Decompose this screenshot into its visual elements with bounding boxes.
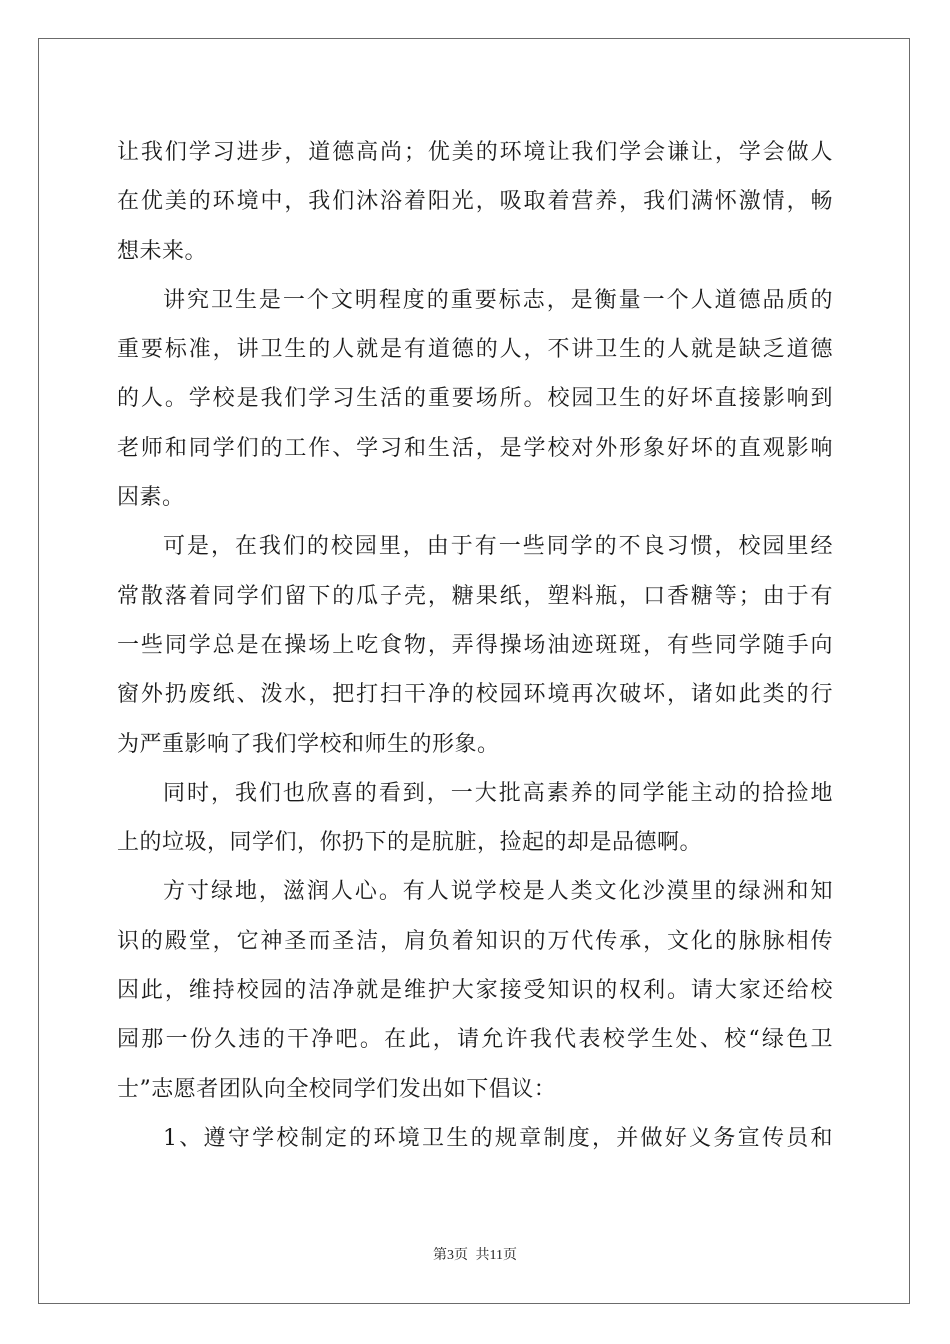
text-line: 可是，在我们的校园里，由于有一些同学的不良习惯，校园里经 <box>163 534 833 560</box>
text-line: 为严重影响了我们学校和师生的形象。 <box>117 731 500 757</box>
text-line: 一些同学总是在操场上吃食物，弄得操场油迹斑斑，有些同学随手向 <box>117 632 833 658</box>
document-body <box>117 128 833 1163</box>
text-line: 识的殿堂，它神圣而圣洁，肩负着知识的万代传承，文化的脉脉相传 <box>117 928 833 954</box>
text-line: 想未来。 <box>117 238 208 264</box>
page-total: 共11页 <box>475 1248 517 1263</box>
text-line: 1、遵守学校制定的环境卫生的规章制度，并做好义务宣传员和 <box>163 1125 833 1151</box>
page-number: 第3页 <box>433 1248 468 1263</box>
text-line: 因素。 <box>117 485 185 511</box>
text-line: 士”志愿者团队向全校同学们发出如下倡议： <box>117 1076 557 1102</box>
text-line: 方寸绿地，滋润人心。有人说学校是人类文化沙漠里的绿洲和知 <box>163 879 833 905</box>
text-line: 老师和同学们的工作、学习和生活，是学校对外形象好坏的直观影响 <box>117 435 833 461</box>
page-footer <box>0 1244 950 1264</box>
text-line: 在优美的环境中，我们沐浴着阳光，吸取着营养，我们满怀激情，畅 <box>117 189 833 215</box>
text-line: 让我们学习进步，道德高尚；优美的环境让我们学会谦让，学会做人 <box>117 140 833 165</box>
text-line: 的人。学校是我们学习生活的重要场所。校园卫生的好坏直接影响到 <box>117 386 833 412</box>
text-line: 因此，维持校园的洁净就是维护大家接受知识的权利。请大家还给校 <box>117 978 833 1004</box>
text-line: 同时，我们也欣喜的看到，一大批高素养的同学能主动的拾捡地 <box>163 780 833 806</box>
text-line: 窗外扔废纸、泼水，把打扫干净的校园环境再次破坏，诸如此类的行 <box>117 682 833 708</box>
text-line: 上的垃圾，同学们，你扔下的是肮脏，捡起的却是品德啊。 <box>117 830 703 856</box>
text-line: 园那一份久违的干净吧。在此，请允许我代表校学生处、校“绿色卫 <box>117 1027 833 1053</box>
text-line: 常散落着同学们留下的瓜子壳，糖果纸，塑料瓶，口香糖等；由于有 <box>117 583 833 609</box>
text-line: 重要标准，讲卫生的人就是有道德的人，不讲卫生的人就是缺乏道德 <box>117 337 833 363</box>
text-line: 讲究卫生是一个文明程度的重要标志，是衡量一个人道德品质的 <box>163 287 833 313</box>
